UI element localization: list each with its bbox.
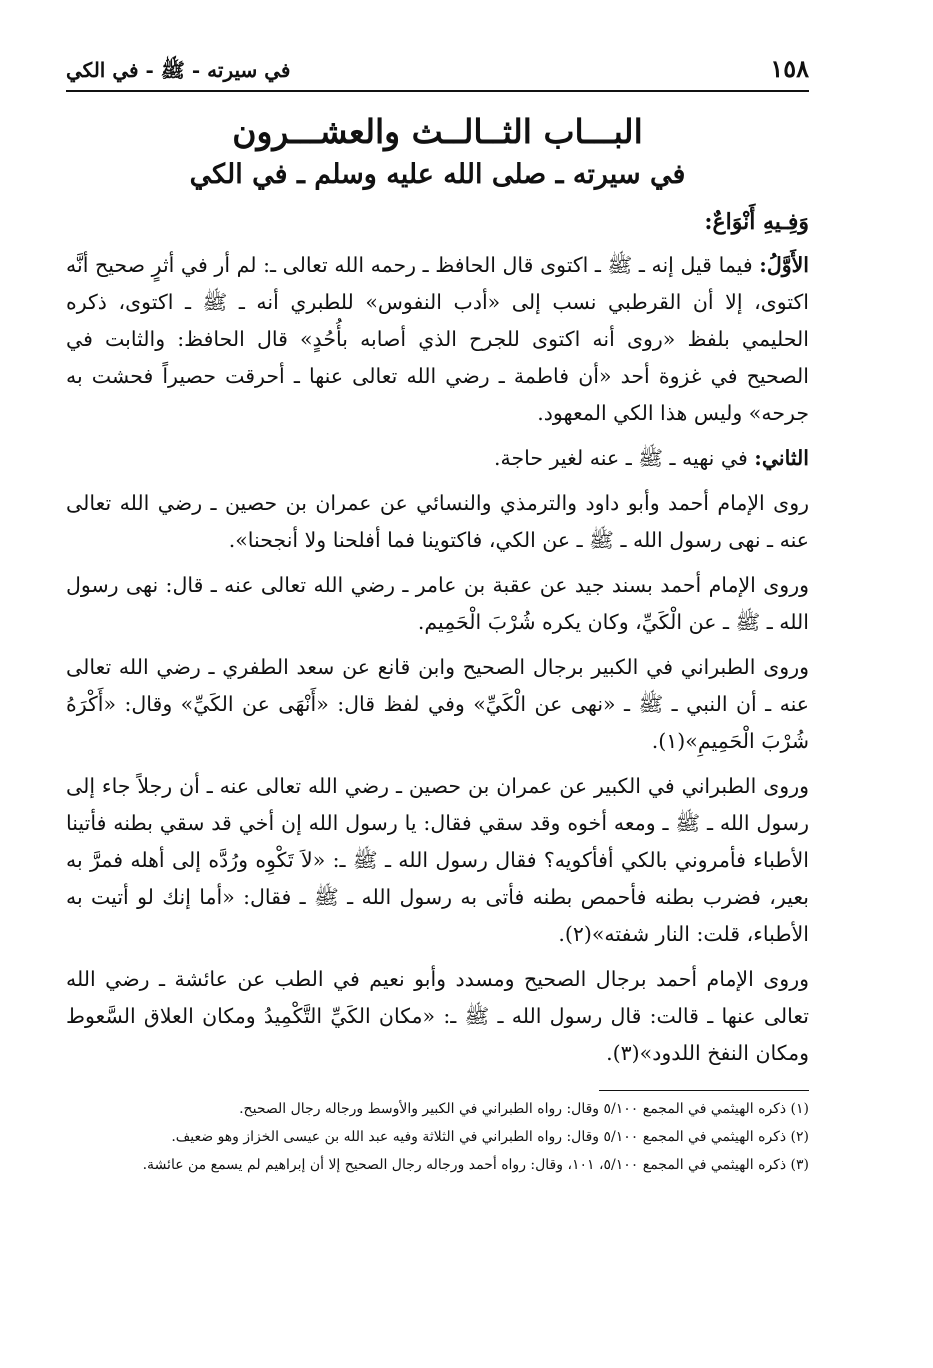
paragraph-text: وروى الطبراني في الكبير برجال الصحيح وابن قانع عن سعد الطفري ـ رضي الله تعالى عنه ـ أن النبي ـ ﷺ ـ «نهى عن الْكَيِّ» وفي لفظ قال: «أَنْهَى عن الكَيِّ» وقال: «أَكْرَهُ شُرْبَ الْحَمِيمِ»(١).: [66, 655, 809, 753]
section-lead: الثاني:: [754, 446, 809, 470]
footnote: (٢) ذكره الهيثمي في المجمع ٥/١٠٠ وقال: رواه الطبراني في الثلاثة وفيه عبد الله بن عيسى الخزاز وهو ضعيف.: [171, 1129, 809, 1145]
section-lead: الأَوَّلُ:: [759, 253, 809, 277]
paragraph-text: في نهيه ـ ﷺ ـ عنه لغير حاجة.: [494, 446, 755, 470]
page-number: ١٥٨: [770, 54, 809, 83]
paragraph: [66, 485, 809, 559]
running-head: في سيرته - ﷺ - في الكي: [66, 58, 291, 82]
chapter-subtitle: في سيرته ـ صلى الله عليه وسلم ـ في الكي: [189, 159, 686, 190]
paragraph-text: فيما قيل إنه ـ ﷺ ـ اكتوى قال الحافظ ـ رحمه الله تعالى ـ: لم أر في أثرٍ صحيح أنَّه اكتوى، إلا أن القرطبي نسب إلى «أدب النفوس» للطبري أنه ـ ﷺ ـ اكتوى، ذكره الحليمي بلفظ «روى أنه اكتوى للجرح الذي أصابه بأُحُدٍ» قال الحافظ: والثابت في الصحيح في غزوة أحد «أن فاطمة ـ رضي الله تعالى عنها ـ أحرقت حصيراً فحشت به جرحه» وليس هذا الكي المعهود.: [66, 253, 809, 425]
paragraph: [66, 768, 809, 953]
footnote-divider: [599, 1090, 809, 1091]
paragraph: [66, 247, 809, 432]
types-heading: وَفِـيهِ أَنْوَاعٌ:: [704, 209, 809, 235]
paragraph: [66, 567, 809, 641]
page-header: [66, 48, 809, 92]
paragraph: [66, 649, 809, 760]
footnote: (٣) ذكره الهيثمي في المجمع ٥/١٠٠، ١٠١، وقال: رواه أحمد ورجاله رجال الصحيح إلا أن إبراهيم لم يسمع من عائشة.: [142, 1157, 809, 1173]
main-text: [66, 204, 809, 1072]
chapter-title: البـــاب الثــالــث والعشـــرون: [232, 112, 643, 151]
paragraph-text: روى الإمام أحمد وأبو داود والترمذي والنسائي عن عمران بن حصين ـ رضي الله تعالى عنه ـ نهى رسول الله ـ ﷺ ـ عن الكي، فاكتوينا فما أفلحنا ولا أنجحنا».: [66, 491, 809, 552]
paragraph-text: وروى الإمام أحمد برجال الصحيح ومسدد وأبو نعيم في الطب عن عائشة ـ رضي الله تعالى عنها ـ قالت: قال رسول الله ـ ﷺ ـ: «مكان الكَيِّ التَّكْمِيدُ ومكان العلاق السَّعوط ومكان النفخ اللدود»(٣).: [66, 967, 809, 1065]
paragraph: [66, 961, 809, 1072]
paragraph-text: وروى الطبراني في الكبير عن عمران بن حصين ـ رضي الله تعالى عنه ـ أن رجلاً جاء إلى رسول الله ـ ﷺ ـ ومعه أخوه وقد سقي فقال: يا رسول الله إن أخي قد سقي بطنه فأتينا الأطباء فأمروني بالكي أفأكويه؟ فقال رسول الله ـ ﷺ ـ: «لاَ تَكْوِه ورُدَّه إلى أهله فمرَّ به بعير، فضرب بطنه فأحمص بطنه فأتى به رسول الله ـ ﷺ ـ فقال: «أما إنك لو أتيت به الأطباء، قلت: النار شفته»(٢).: [66, 774, 809, 946]
footnotes: [66, 1097, 809, 1178]
paragraph-text: وروى الإمام أحمد بسند جيد عن عقبة بن عامر ـ رضي الله تعالى عنه ـ قال: نهى رسول الله ـ ﷺ ـ عن الْكَيِّ، وكان يكره شُرْبَ الْحَمِيم.: [66, 573, 809, 634]
paragraph: [66, 440, 809, 477]
footnote: (١) ذكره الهيثمي في المجمع ٥/١٠٠ وقال: رواه الطبراني في الكبير والأوسط ورجاله رجال الصحيح.: [239, 1101, 809, 1117]
